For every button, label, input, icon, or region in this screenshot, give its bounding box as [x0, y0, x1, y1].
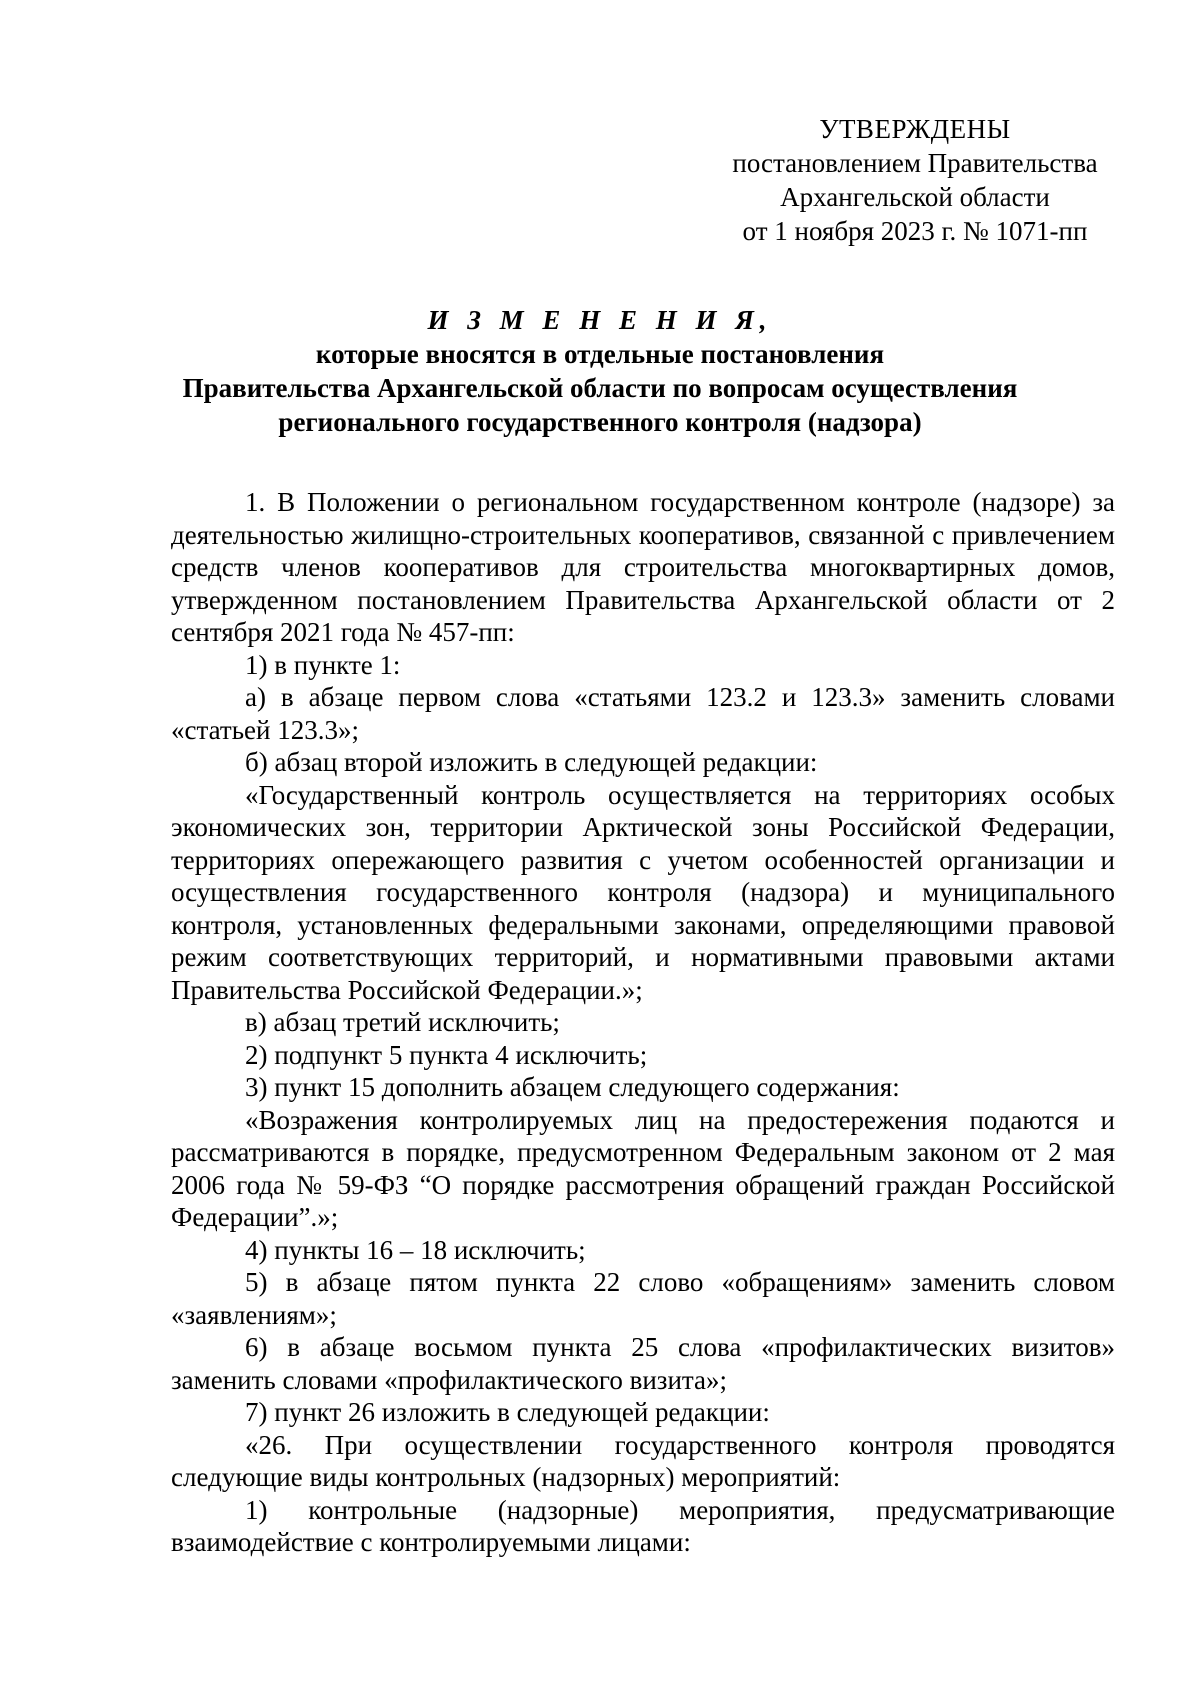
paragraph-subitem-1c: в) абзац третий исключить; — [245, 1007, 560, 1037]
document-body — [171, 486, 1115, 1559]
title-heading: И З М Е Н Е Н И Я, — [427, 305, 773, 335]
title-line-3: регионального государственного контроля (надзора) — [278, 407, 922, 437]
paragraph-quote-26: «26. При осуществлении государственного контроля проводятся следующие виды контрольных (надзорных) мероприятий: — [171, 1429, 1115, 1492]
approval-stamp — [680, 112, 1150, 248]
paragraph-subitem-3: 3) пункт 15 дополнить абзацем следующего содержания: — [245, 1072, 900, 1102]
document-title — [150, 303, 1050, 439]
title-line-1: которые вносятся в отдельные постановления — [315, 339, 885, 369]
paragraph-subitem-7: 7) пункт 26 изложить в следующей редакции: — [245, 1397, 770, 1427]
approval-line-authority: постановлением Правительства — [732, 148, 1098, 178]
approval-heading: УТВЕРЖДЕНЫ — [819, 114, 1011, 144]
paragraph-quote-objections: «Возражения контролируемых лиц на предостережения подаются и рассматриваются в порядке, предусмотренном Федеральным законом от 2 мая 2006 года № 59-ФЗ “О порядке рассмотрения обращений граждан Российской Федерации”.»; — [171, 1104, 1115, 1232]
approval-line-region: Архангельской области — [780, 182, 1050, 212]
title-line-2: Правительства Архангельской области по вопросам осуществления — [182, 373, 1018, 403]
paragraph-quote-26-1: 1) контрольные (надзорные) мероприятия, предусматривающие взаимодействие с контролируемыми лицами: — [171, 1494, 1115, 1557]
paragraph-subitem-1a: а) в абзаце первом слова «статьями 123.2 и 123.3» заменить словами «статьей 123.3»; — [171, 682, 1115, 745]
paragraph-item-1: 1. В Положении о региональном государственном контроле (надзоре) за деятельностью жилищно-строительных кооперативов, связанной с привлечением средств членов кооперативов для строительства многоквартирных домов, утвержденном постановлением Правительства Архангельской области от 2 сентября 2021 года № 457-пп: — [171, 487, 1115, 647]
paragraph-subitem-1b: б) абзац второй изложить в следующей редакции: — [245, 747, 818, 777]
paragraph-subitem-4: 4) пункты 16 – 18 исключить; — [245, 1234, 586, 1265]
paragraph-quote-control: «Государственный контроль осуществляется на территориях особых экономических зон, территории Арктической зоны Российской Федерации, территориях опережающего развития с учетом особенностей организации и осуществления государственного контроля (надзора) и муниципального контроля, установленных федеральными законами, определяющими правовой режим соответствующих территорий, и нормативными правовыми актами Правительства Российской Федерации.»; — [171, 779, 1115, 1005]
approval-line-date-number: от 1 ноября 2023 г. № 1071-пп — [742, 216, 1088, 246]
paragraph-subitem-6: 6) в абзаце восьмом пункта 25 слова «профилактических визитов» заменить словами «профилактического визита»; — [171, 1332, 1115, 1395]
paragraph-subitem-1: 1) в пункте 1: — [245, 649, 401, 680]
paragraph-subitem-2: 2) подпункт 5 пункта 4 исключить; — [245, 1039, 648, 1070]
paragraph-subitem-5: 5) в абзаце пятом пункта 22 слово «обращениям» заменить словом «заявлениям»; — [171, 1267, 1115, 1330]
